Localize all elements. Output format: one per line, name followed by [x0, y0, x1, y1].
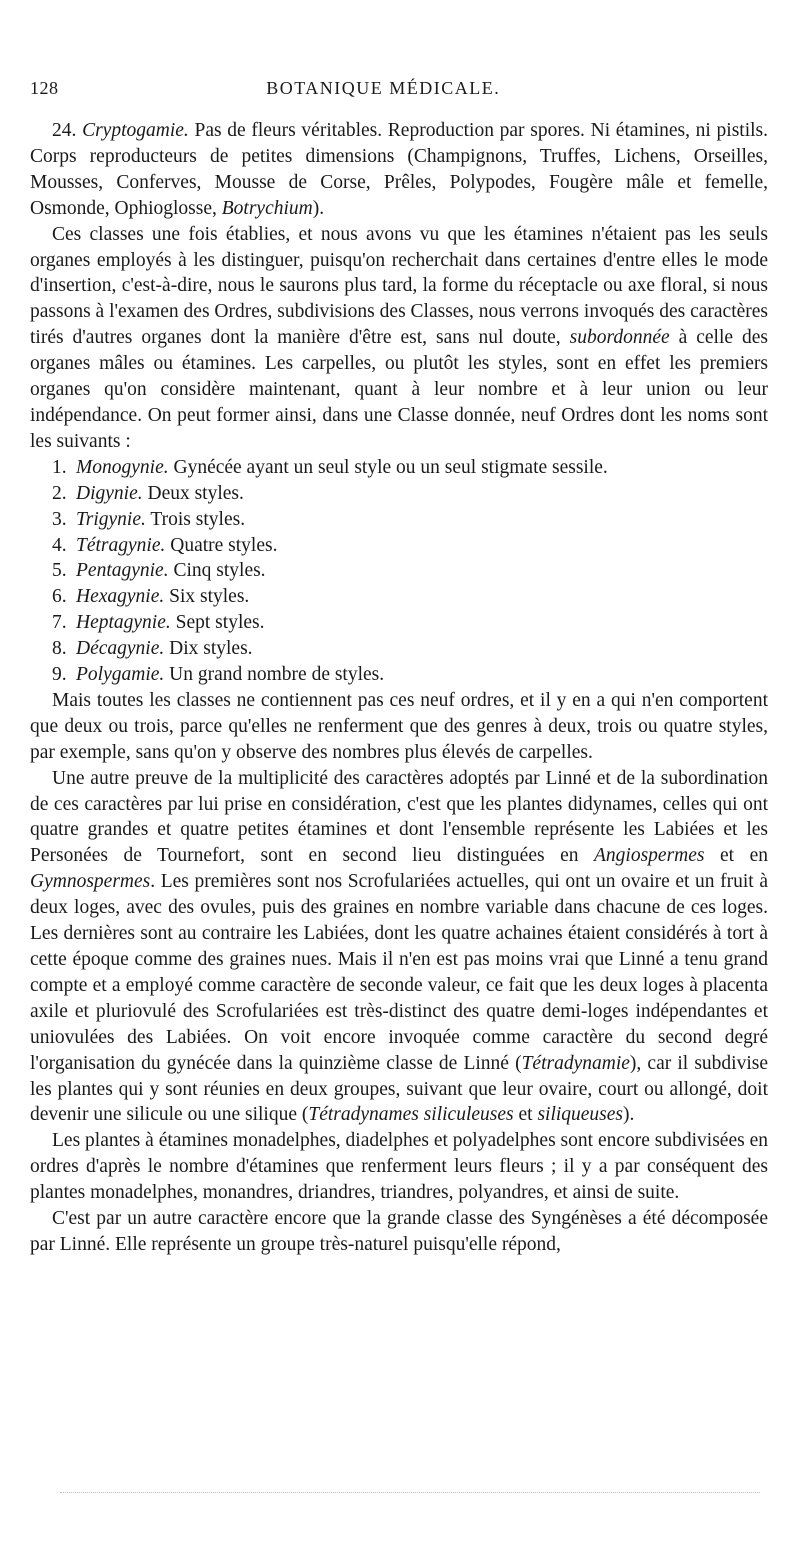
item-desc: Quatre styles.: [170, 534, 278, 556]
list-item: [30, 481, 768, 507]
item-number: 6.: [52, 586, 67, 608]
item-number: 4.: [52, 534, 67, 556]
list-item: [30, 533, 768, 559]
item-number: 7.: [52, 612, 67, 634]
page-footer-divider: [60, 1492, 760, 1497]
list-item: [30, 662, 768, 688]
paragraph-didynames: [30, 766, 768, 1129]
item-number: 5.: [52, 560, 67, 582]
item-number: 8.: [52, 638, 67, 660]
class-name: Cryptogamie.: [82, 120, 189, 141]
item-number: 3.: [52, 508, 67, 530]
paragraph-italic: Gymnospermes: [30, 871, 151, 893]
intro-text-end: ).: [312, 197, 325, 219]
body-text: [30, 118, 768, 1258]
item-desc: Un grand nombre de styles.: [169, 664, 385, 686]
item-name: Décagynie.: [76, 638, 165, 660]
item-desc: Deux styles.: [147, 482, 244, 504]
paragraph-italic: Angiospermes: [594, 845, 705, 867]
item-number: 2.: [52, 482, 67, 504]
paragraph-text: à celle des organes mâles ou étamines. Les carpelles, ou plutôt les styles, sont en effet les premiers organes qu'on considère maintenant, quant à leur nombre et à leur union ou leur indépendance. On peut former ainsi, dans une Classe donnée, neuf Ordres dont les noms sont les suivants :: [30, 327, 768, 452]
item-number: 1.: [52, 456, 67, 478]
item-desc: Cinq styles.: [173, 560, 266, 582]
list-item: [30, 610, 768, 636]
intro-paragraph: [30, 118, 768, 222]
paragraph-text: et: [513, 1104, 538, 1126]
item-desc: Trois styles.: [150, 508, 246, 530]
item-name: Pentagynie.: [76, 560, 169, 582]
list-item: [30, 558, 768, 584]
intro-text: Pas de fleurs véritables. Reproduction par spores. Ni étamines, ni pistils. Corps reproducteurs de petites dimensions (Champignons, Truffes, Lichens, Orseilles, Mousses, Conferves, Mousse de Corse, Prêles, Polypodes, Fougère mâle et femelle, Osmonde, Ophioglosse,: [30, 120, 769, 219]
list-item: [30, 584, 768, 610]
item-desc: Dix styles.: [169, 638, 253, 660]
paragraph-italic: subordonnée: [569, 327, 670, 349]
paragraph-italic: siliqueuses: [537, 1104, 624, 1126]
intro-italic: Botrychium: [221, 197, 313, 219]
page-number: 128: [30, 78, 59, 98]
item-name: Trigynie.: [76, 508, 146, 530]
list-item: [30, 455, 768, 481]
paragraph-text: Une autre preuve de la multiplicité des caractères adoptés par Linné et de la subordination de ces caractères par lui prise en considération, c'est que les plantes didynames, celles qui ont quatre grandes et quatre petites étamines et dont l'ensemble représente les Labiées et les Personées de Tournefort, sont en second lieu distinguées en: [30, 767, 768, 867]
item-desc: Six styles.: [169, 586, 250, 608]
paragraph-italic: Tétradynames siliculeuses: [308, 1104, 514, 1126]
item-name: Tétragynie.: [76, 534, 166, 556]
paragraph-classes: Mais toutes les classes ne contiennent pas ces neuf ordres, et il y en a qui n'en comportent que deux ou trois, parce qu'elles ne renferment que des genres à deux, trois ou quatre styles, par exemple, sans qu'on y observe des nombres plus élevés de carpelles.: [30, 689, 768, 763]
paragraph-monadelphes: Les plantes à étamines monadelphes, diadelphes et polyadelphes sont encore subdivisées en ordres d'après le nombre d'étamines que renferment leurs fleurs ; il y a par conséquent des plantes monadelphes, monandres, driandres, triandres, polyandres, et ainsi de suite.: [30, 1130, 768, 1204]
paragraph-text: et en: [704, 845, 768, 867]
paragraph-text: Ces classes une fois établies, et nous avons vu que les étamines n'étaient pas les seuls organes employés à les distinguer, puisqu'on recherchait dans certaines d'entre elles le mode d'insertion, c'est-à-dire, nous le saurons plus tard, la forme du réceptacle ou axe floral, si nous passons à l'examen des Ordres, subdivisions des Classes, nous verrons invoqués des caractères tirés d'autres organes dont la manière d'être est, sans nul doute,: [30, 223, 768, 349]
item-name: Digynie.: [76, 482, 143, 504]
paragraph-orders-intro: [30, 222, 768, 455]
item-number: 9.: [52, 664, 67, 686]
orders-list: [30, 455, 768, 688]
item-name: Hexagynie.: [76, 586, 165, 608]
item-desc: Gynécée ayant un seul style ou un seul stigmate sessile.: [173, 456, 608, 478]
item-name: Polygamie.: [76, 664, 165, 686]
paragraph-text: ).: [623, 1104, 635, 1126]
list-item: [30, 507, 768, 533]
class-number: 24.: [52, 120, 77, 141]
paragraph-italic: Tétradynamie: [521, 1052, 630, 1074]
item-name: Monogynie.: [76, 456, 169, 478]
item-name: Heptagynie.: [76, 612, 171, 634]
running-header: [30, 78, 768, 106]
paragraph-syngeneses: C'est par un autre caractère encore que la grande classe des Syngénèses a été décomposée par Linné. Elle représente un groupe très-naturel puisqu'elle répond,: [30, 1208, 768, 1255]
paragraph-text: ), car il subdivise les plantes qui y sont réunies en deux groupes, suivant que leur ovaire, court ou allongé, doit devenir une silicule ou une silique (: [30, 1052, 768, 1126]
running-title: BOTANIQUE MÉDICALE.: [266, 78, 501, 98]
paragraph-text: . Les premières sont nos Scrofulariées actuelles, qui ont un ovaire et un fruit à deux loges, avec des ovules, puis des graines en nombre variable dans chacune de ces loges. Les dernières sont au contraire les Labiées, dont les quatre achaines étaient considérés à tort à cette époque comme des graines nues. Mais il n'en est pas moins vrai que Linné a tenu grand compte et a employé comme caractère de seconde valeur, ce fait que les deux loges à placenta axile et pluriovulé des Scrofulariées est très-distinct des quatre demi-loges indépendantes et uniovulées des Labiées. On voit encore invoquée comme caractère du second degré l'organisation du gynécée dans la quinzième classe de Linné (: [30, 871, 768, 1074]
item-desc: Sept styles.: [175, 612, 265, 634]
book-page: [30, 78, 768, 1258]
list-item: [30, 636, 768, 662]
